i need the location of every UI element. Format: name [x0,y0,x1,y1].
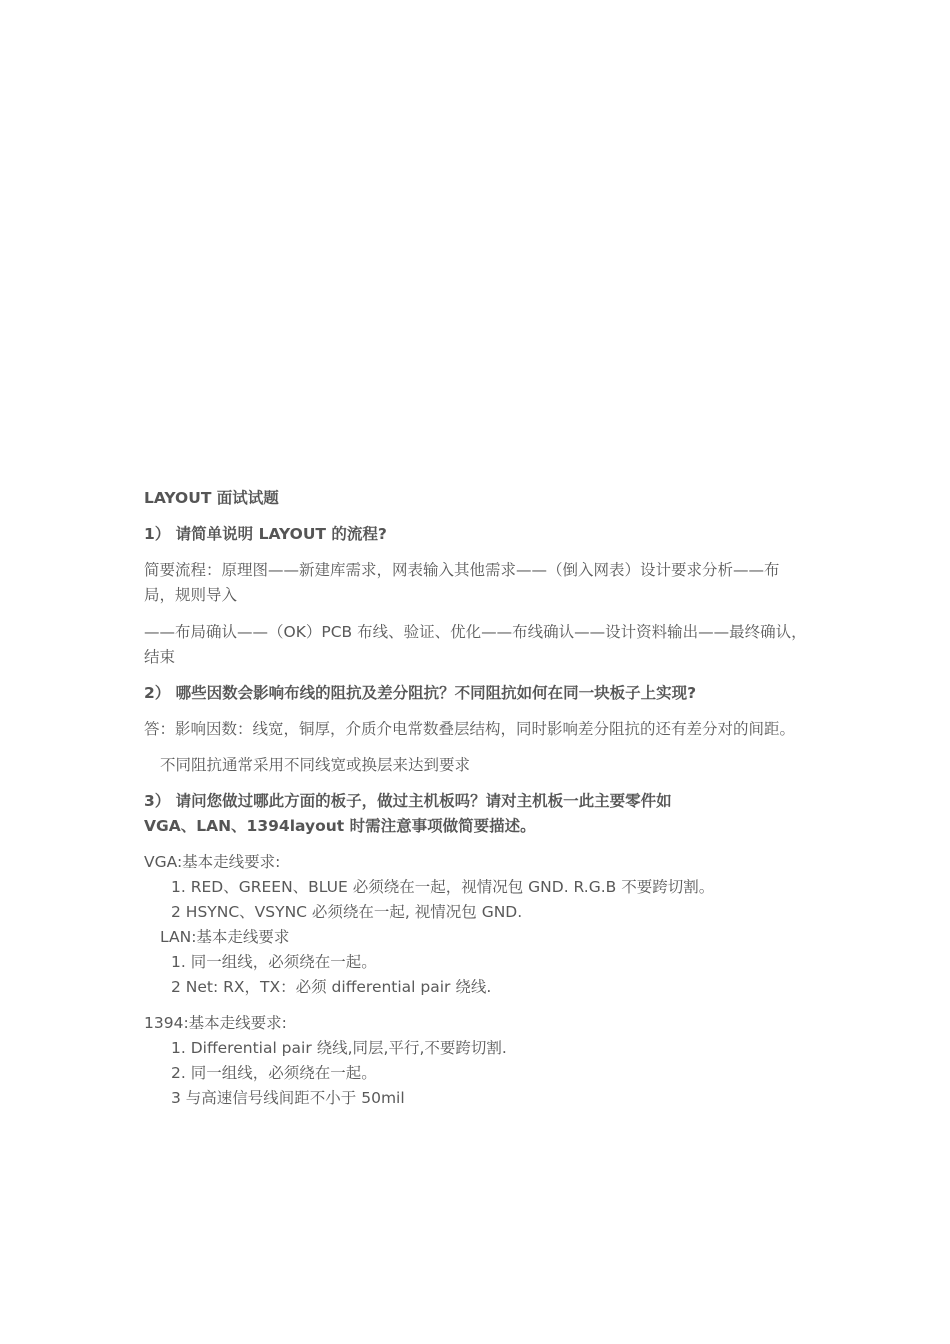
answer-1-paragraph-1: 简要流程：原理图——新建库需求，网表输入其他需求——（倒入网表）设计要求分析——布局，规则导入 [144,561,780,604]
lan-item-2: 2 Net: RX，TX：必须 differential pair 绕线. [171,978,492,996]
ieee1394-item-3: 3 与高速信号线间距不小于 50mil [171,1089,405,1107]
answer-1-paragraph-2: ——布局确认——（OK）PCB 布线、验证、优化——布线确认——设计资料输出——最终确认，结束 [144,623,807,666]
document-title: LAYOUT 面试试题 [144,489,279,507]
document-body [144,486,808,1111]
question-3-line-2: VGA、LAN、1394layout 时需注意事项做简要描述。 [144,817,536,835]
lan-heading: LAN:基本走线要求 [160,928,290,946]
ieee1394-item-2: 2. 同一组线，必须绕在一起。 [171,1064,377,1082]
question-2: 2） 哪些因数会影响布线的阻抗及差分阻抗？不同阻抗如何在同一块板子上实现? [144,684,697,702]
question-1: 1） 请简单说明 LAYOUT 的流程? [144,525,387,543]
ieee1394-heading: 1394:基本走线要求: [144,1014,287,1032]
vga-item-2: 2 HSYNC、VSYNC 必须绕在一起, 视情况包 GND. [171,903,523,921]
question-3-line-1: 3） 请问您做过哪此方面的板子，做过主机板吗？请对主机板一此主要零件如 [144,792,672,810]
ieee1394-item-1: 1. Differential pair 绕线,同层,平行,不要跨切割. [171,1039,507,1057]
answer-2-paragraph-2: 不同阻抗通常采用不同线宽或换层来达到要求 [160,756,471,774]
lan-item-1: 1. 同一组线，必须绕在一起。 [171,953,377,971]
answer-2-paragraph-1: 答：影响因数：线宽，铜厚，介质介电常数叠层结构，同时影响差分阻抗的还有差分对的间距。 [144,720,796,738]
vga-heading: VGA:基本走线要求: [144,853,281,871]
vga-item-1: 1. RED、GREEN、BLUE 必须绕在一起，视情况包 GND. R.G.B 不要跨切割。 [171,878,715,896]
